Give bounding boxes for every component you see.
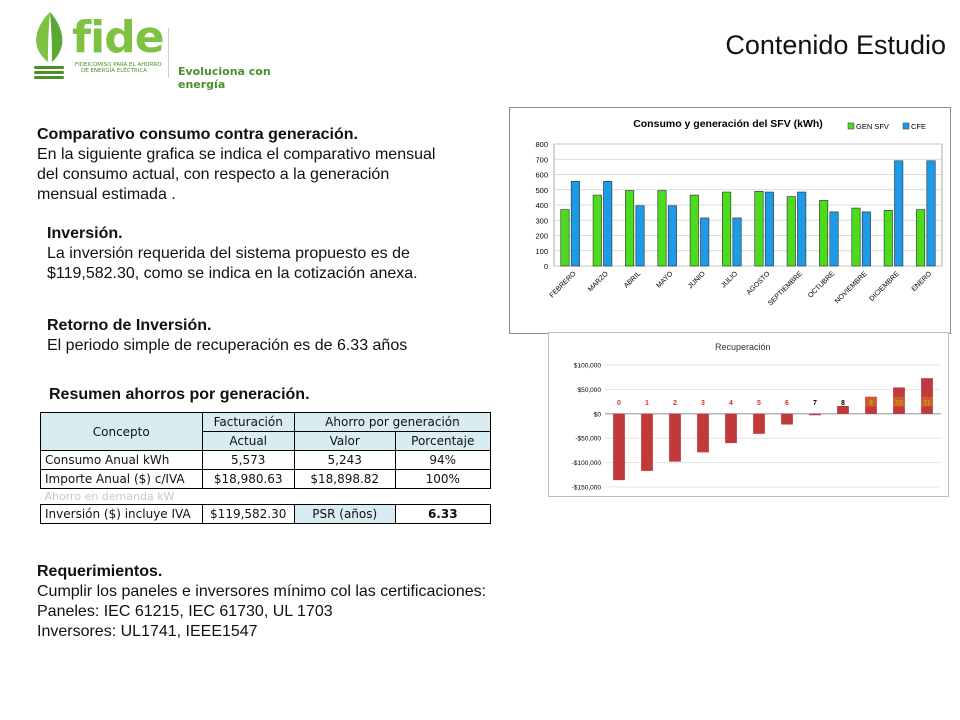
bar bbox=[781, 414, 793, 425]
consumo-chart-frame bbox=[509, 107, 951, 334]
leaf-logo-icon bbox=[28, 10, 72, 82]
table-row bbox=[41, 505, 491, 524]
cell-valor: $18,898.82 bbox=[294, 470, 395, 489]
legend-swatch bbox=[903, 123, 909, 129]
category-label: 1 bbox=[645, 399, 649, 407]
category-label: 0 bbox=[617, 399, 621, 407]
table-ghost-row bbox=[41, 489, 491, 505]
col-valor: Valor bbox=[294, 432, 395, 451]
logo-subtitle-2: DE ENERGÍA ELÉCTRICA bbox=[81, 68, 147, 74]
cell-valor: 5,243 bbox=[294, 451, 395, 470]
y-tick-label: 800 bbox=[535, 140, 548, 149]
inversion-line-1: La inversión requerida del sistema propuesto es de bbox=[47, 245, 410, 262]
y-tick-label: 200 bbox=[535, 231, 548, 241]
y-tick-label: -$150,000 bbox=[571, 484, 601, 492]
y-tick-label: 300 bbox=[535, 216, 548, 226]
bar-cfe bbox=[798, 192, 806, 266]
legend-swatch bbox=[848, 123, 854, 129]
cell-actual: $119,582.30 bbox=[202, 505, 294, 524]
cell-valor: PSR (años) bbox=[294, 505, 395, 524]
category-label: 6 bbox=[785, 399, 789, 407]
comparativo-line-3: mensual estimada . bbox=[37, 186, 176, 203]
cell-porcentaje: 94% bbox=[395, 451, 491, 470]
y-tick-label: $0 bbox=[593, 411, 601, 419]
summary-table bbox=[40, 412, 491, 524]
y-tick-label: 700 bbox=[535, 155, 548, 165]
bar-cfe bbox=[571, 181, 579, 266]
bar-cfe bbox=[895, 161, 903, 266]
y-tick-label: 100 bbox=[535, 246, 548, 256]
col-ahorro: Ahorro por generación bbox=[294, 413, 490, 432]
x-tick-label: SEPTIEMBRE bbox=[767, 270, 804, 308]
bar-cfe bbox=[604, 181, 612, 266]
category-label: 7 bbox=[813, 399, 817, 407]
y-tick-label: 500 bbox=[535, 185, 548, 195]
chart-title: Consumo y generación del SFV (kWh) bbox=[633, 118, 823, 130]
x-tick-label: JUNIO bbox=[687, 270, 707, 291]
recuperacion-chart bbox=[549, 333, 948, 496]
bar bbox=[613, 414, 625, 480]
bar-gen-sfv bbox=[658, 191, 666, 266]
req-line-2: Paneles: IEC 61215, IEC 61730, UL 1703 bbox=[37, 603, 333, 620]
table-row bbox=[41, 470, 491, 489]
cell-concepto: Importe Anual ($) c/IVA bbox=[41, 470, 203, 489]
bar-gen-sfv bbox=[690, 195, 698, 266]
y-tick-label: $50,000 bbox=[577, 386, 601, 394]
bar-gen-sfv bbox=[787, 197, 795, 266]
col-facturacion: Facturación bbox=[202, 413, 294, 432]
comparativo-line-2: del consumo actual, con respecto a la generación bbox=[37, 166, 390, 183]
logo-wordmark: fide bbox=[72, 12, 164, 63]
logo-tagline: Evoluciona con energía bbox=[178, 65, 271, 91]
y-tick-label: -$50,000 bbox=[575, 435, 601, 443]
bar-cfe bbox=[636, 206, 644, 266]
y-tick-label: -$100,000 bbox=[571, 460, 601, 468]
x-tick-label: ABRIL bbox=[622, 270, 643, 290]
bar-gen-sfv bbox=[852, 208, 860, 266]
comparativo-block bbox=[37, 125, 517, 205]
x-tick-label: OCTUBRE bbox=[807, 270, 837, 300]
bar-cfe bbox=[701, 218, 709, 266]
retorno-line-1: El periodo simple de recuperación es de 6.33 años bbox=[47, 337, 408, 354]
x-tick-label: AGOSTO bbox=[745, 270, 772, 297]
category-label: 8 bbox=[841, 399, 845, 407]
bar bbox=[837, 406, 849, 414]
x-tick-label: MAYO bbox=[655, 270, 675, 290]
logo-subtitle-1: FIDEICOMISO PARA EL AHORRO bbox=[75, 62, 162, 68]
bar-cfe bbox=[862, 212, 870, 266]
cell-ghost: Ahorro en demanda kW bbox=[44, 489, 175, 503]
chart-title: Recuperación bbox=[715, 342, 771, 352]
comparativo-line-1: En la siguiente grafica se indica el comparativo mensual bbox=[37, 146, 436, 163]
bar-gen-sfv bbox=[722, 192, 730, 266]
req-line-3: Inversores: UL1741, IEEE1547 bbox=[37, 623, 258, 640]
bar-gen-sfv bbox=[819, 200, 827, 266]
col-concepto: Concepto bbox=[41, 413, 203, 451]
cell-concepto: Consumo Anual kWh bbox=[41, 451, 203, 470]
category-label: 2 bbox=[673, 399, 677, 407]
y-tick-label: 0 bbox=[543, 262, 548, 271]
comparativo-heading: Comparativo consumo contra generación. bbox=[37, 126, 358, 143]
bar-gen-sfv bbox=[593, 195, 601, 266]
bar-cfe bbox=[765, 192, 773, 266]
legend-label: CFE bbox=[911, 122, 926, 131]
req-line-1: Cumplir los paneles e inversores mínimo col las certificaciones: bbox=[37, 583, 487, 600]
col-porcentaje: Porcentaje bbox=[395, 432, 491, 451]
inversion-heading: Inversión. bbox=[47, 225, 123, 242]
bar-gen-sfv bbox=[561, 210, 569, 266]
y-tick-label: 600 bbox=[535, 170, 548, 180]
col-actual: Actual bbox=[202, 432, 294, 451]
bar-gen-sfv bbox=[625, 191, 633, 266]
cell-concepto: Inversión ($) incluye IVA bbox=[41, 505, 203, 524]
category-label: 9 bbox=[869, 399, 873, 407]
cell-porcentaje: 6.33 bbox=[395, 505, 491, 524]
page-title: Contenido Estudio bbox=[725, 30, 946, 60]
bar bbox=[697, 414, 709, 453]
recuperacion-chart-frame bbox=[548, 332, 949, 497]
y-tick-label: 400 bbox=[535, 201, 548, 210]
x-tick-label: MARZO bbox=[587, 270, 610, 294]
x-tick-label: JULIO bbox=[720, 270, 740, 290]
bar bbox=[669, 414, 681, 462]
logo-divider bbox=[168, 28, 169, 78]
bar bbox=[921, 378, 933, 414]
fide-logo bbox=[28, 10, 288, 91]
cell-porcentaje: 100% bbox=[395, 470, 491, 489]
resumen-heading: Resumen ahorros por generación. bbox=[49, 386, 310, 403]
bar-gen-sfv bbox=[755, 191, 763, 266]
retorno-block bbox=[47, 316, 497, 356]
requerimientos-block bbox=[37, 562, 637, 642]
bar bbox=[641, 414, 653, 471]
legend-label: GEN SFV bbox=[856, 122, 889, 131]
bar bbox=[809, 414, 821, 415]
table-row bbox=[41, 451, 491, 470]
bar-cfe bbox=[733, 218, 741, 266]
category-label: 10 bbox=[895, 399, 903, 407]
consumo-chart bbox=[510, 108, 950, 333]
inversion-block bbox=[47, 224, 497, 284]
x-tick-label: ENERO bbox=[910, 270, 934, 294]
bar bbox=[753, 414, 765, 434]
y-tick-label: $100,000 bbox=[573, 362, 601, 370]
retorno-heading: Retorno de Inversión. bbox=[47, 317, 212, 334]
cell-actual: 5,573 bbox=[202, 451, 294, 470]
category-label: 5 bbox=[757, 399, 761, 407]
category-label: 11 bbox=[923, 399, 931, 407]
req-heading: Requerimientos. bbox=[37, 563, 163, 580]
bar-gen-sfv bbox=[884, 210, 892, 266]
x-tick-label: NOVIEMBRE bbox=[833, 270, 869, 306]
inversion-line-2: $119,582.30, como se indica en la cotización anexa. bbox=[47, 265, 418, 282]
cell-actual: $18,980.63 bbox=[202, 470, 294, 489]
category-label: 3 bbox=[701, 399, 705, 407]
bar-cfe bbox=[668, 206, 676, 266]
bar-cfe bbox=[830, 212, 838, 266]
bar-cfe bbox=[927, 161, 935, 266]
x-tick-label: FEBRERO bbox=[548, 270, 578, 300]
bar bbox=[725, 414, 737, 443]
x-tick-label: DICIEMBRE bbox=[868, 270, 901, 303]
bar-gen-sfv bbox=[916, 210, 924, 266]
category-label: 4 bbox=[729, 399, 733, 407]
